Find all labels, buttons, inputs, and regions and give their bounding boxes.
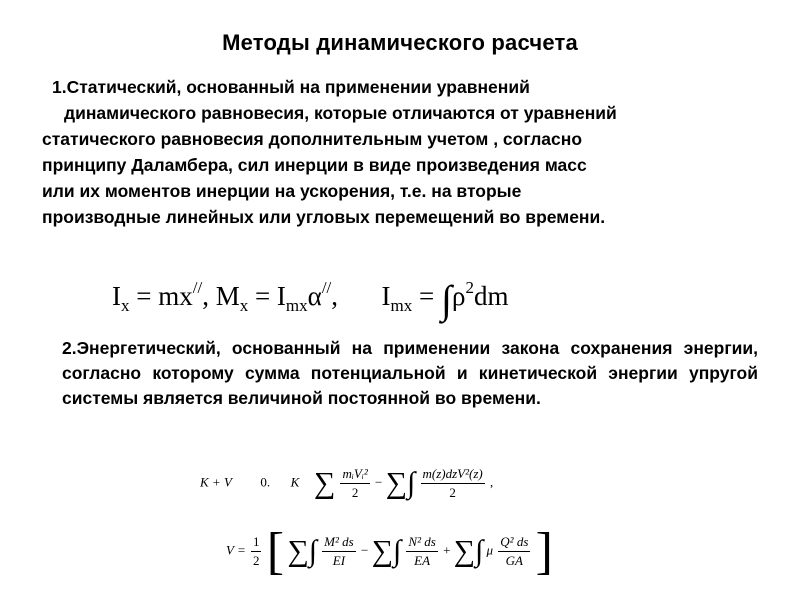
mx-rhs-subscript: mx [285, 296, 308, 315]
close-bracket: ] [535, 523, 553, 580]
fraction: $\frac{\text{N² ds}}{EA}$ [408, 534, 436, 568]
mu-symbol: μ [486, 542, 494, 558]
minus-sign: − [360, 542, 369, 558]
imx-subscript: mx [390, 296, 413, 315]
text-line: динамического равновесия, которые отличаются от уравнений [64, 103, 617, 123]
sum-symbol: ∑ [371, 534, 393, 568]
text-line: 1.Статический, основанный на применении уравнений [52, 77, 530, 97]
mx-subscript: x [239, 296, 249, 315]
equality-marker: 0. [260, 474, 271, 490]
page-title: Методы динамического расчета [222, 30, 578, 55]
dm-symbol: dm [473, 281, 509, 311]
integral-symbol: ∫ [392, 534, 402, 568]
integral-symbol: ∫ [308, 534, 317, 568]
formula-inertia [112, 276, 508, 323]
integral-symbol: ∫ [440, 277, 452, 322]
fraction: $\frac{\text{M² ds}}{EI}$ [324, 534, 354, 568]
fraction-half: $\frac{1}{2}$ [252, 534, 260, 568]
fraction: $\frac{\text{m(z)dzV²(z)}}{2}$ [422, 466, 483, 500]
separator: , [202, 281, 209, 311]
ix-subscript: x [121, 296, 130, 315]
fraction: $\frac{\text{Q² ds}}{GA}$ [500, 534, 529, 568]
alpha-symbol: α [307, 281, 322, 311]
integral-symbol: ∫ [407, 466, 416, 500]
rho-power: 2 [465, 278, 474, 297]
formula-energy-sum [200, 466, 493, 501]
text-line: или их моментов инерции на ускорения, т.е. на вторые [42, 181, 522, 201]
minus-sign: − [375, 474, 383, 490]
sum-symbol: ∑ [385, 466, 408, 500]
alpha-prime: // [321, 278, 332, 297]
open-bracket: [ [266, 523, 285, 580]
integral-symbol: ∫ [475, 534, 484, 568]
imx-symbol: I [381, 281, 391, 311]
mx-rhs: = I [254, 281, 286, 311]
fraction: $\frac{\text{mᵢVᵢ²}}{2}$ [342, 466, 368, 500]
sum-symbol: ∑ [287, 534, 309, 568]
v-symbol: V = [226, 542, 246, 558]
ix-prime: // [192, 278, 203, 297]
text-line: производные линейных или угловых перемещений во времени. [42, 207, 606, 227]
equals-sign: = [419, 281, 435, 311]
sum-symbol: ∑ [313, 466, 336, 500]
text-line: статического равновесия дополнительным учетом , согласно [42, 129, 583, 149]
ix-symbol: I [112, 281, 121, 311]
plus-sign: + [443, 542, 451, 558]
text-line: принципу Даламбера, сил инерции в виде произведения масс [42, 155, 587, 175]
section-energy: 2.Энергетический, основанный на применении закона сохранения энергии, согласно которому сумма потенциальной и кинетической энергии упругой системы является величиной постоянной во времени. [62, 338, 758, 408]
ix-rhs: = mx [136, 281, 193, 311]
lhs: K + V [200, 474, 232, 490]
k-symbol: K [290, 474, 300, 490]
separator: , [331, 281, 339, 311]
mx-symbol: M [215, 281, 240, 311]
rho-symbol: ρ [451, 281, 466, 311]
comma: , [489, 474, 494, 490]
sum-symbol: ∑ [453, 534, 476, 568]
formula-potential-energy [226, 522, 553, 581]
